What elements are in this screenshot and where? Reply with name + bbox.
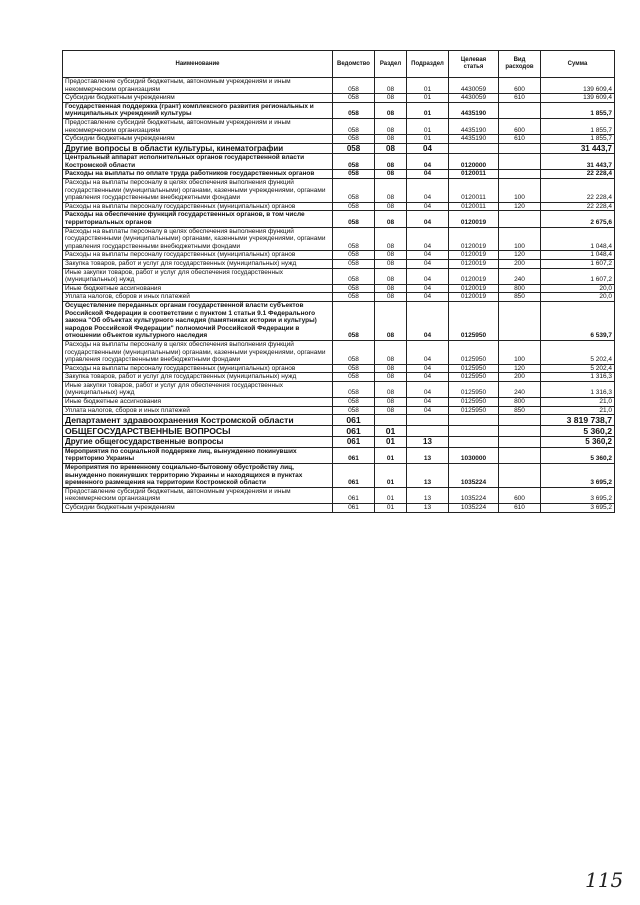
- cell-expense-type: 200: [499, 259, 541, 268]
- cell-subsection: 04: [407, 340, 449, 364]
- budget-table: [62, 50, 615, 513]
- cell-section: 01: [375, 447, 407, 463]
- cell-department: 061: [333, 463, 375, 487]
- table-row: [63, 170, 615, 179]
- cell-name: ОБЩЕГОСУДАРСТВЕННЫЕ ВОПРОСЫ: [63, 426, 333, 437]
- cell-target-article: 0125950: [449, 381, 499, 397]
- cell-section: 08: [375, 94, 407, 103]
- table-row: [63, 251, 615, 260]
- cell-subsection: 13: [407, 487, 449, 503]
- cell-section: 08: [375, 398, 407, 407]
- table-row: [63, 426, 615, 437]
- cell-name: Мероприятия по временному социально-бытовому обустройству лиц, вынужденно покинувших территорию Украины и находящихся в пунктах временного размещения на территории Костромской области: [63, 463, 333, 487]
- cell-target-article: 0120011: [449, 179, 499, 203]
- cell-expense-type: 120: [499, 364, 541, 373]
- cell-amount: 22 228,4: [541, 202, 615, 211]
- cell-expense-type: [499, 415, 541, 426]
- cell-department: 058: [333, 268, 375, 284]
- cell-subsection: 04: [407, 373, 449, 382]
- cell-amount: 1 316,3: [541, 373, 615, 382]
- cell-amount: 2 675,6: [541, 211, 615, 227]
- cell-name: Расходы на выплаты персоналу в целях обеспечения выполнения функций государственными (муниципальными) органами, казенными учреждениями, органами управления государственными внебюджетными фондами: [63, 179, 333, 203]
- cell-target-article: 4430059: [449, 78, 499, 94]
- cell-name: Расходы на выплаты персоналу в целях обеспечения выполнения функций государственными (муниципальными) органами, казенными учреждениями, органами управления государственными внебюджетными фондами: [63, 340, 333, 364]
- col-header-target-article: Целевая статья: [449, 51, 499, 78]
- cell-department: 058: [333, 118, 375, 134]
- table-body: [63, 78, 615, 513]
- cell-expense-type: [499, 211, 541, 227]
- cell-department: 058: [333, 170, 375, 179]
- cell-subsection: 04: [407, 227, 449, 251]
- cell-name: Расходы на выплаты по оплате труда работников государственных органов: [63, 170, 333, 179]
- cell-target-article: 0125950: [449, 406, 499, 415]
- cell-subsection: 04: [407, 284, 449, 293]
- page-number: 115: [585, 868, 624, 892]
- cell-section: 08: [375, 179, 407, 203]
- col-header-department: Ведомство: [333, 51, 375, 78]
- cell-department: 061: [333, 487, 375, 503]
- cell-expense-type: 850: [499, 406, 541, 415]
- cell-department: 058: [333, 143, 375, 154]
- cell-expense-type: [499, 463, 541, 487]
- cell-expense-type: 240: [499, 381, 541, 397]
- cell-department: 058: [333, 293, 375, 302]
- cell-section: 01: [375, 487, 407, 503]
- cell-section: 08: [375, 251, 407, 260]
- cell-section: 08: [375, 381, 407, 397]
- cell-target-article: [449, 415, 499, 426]
- cell-expense-type: 120: [499, 202, 541, 211]
- cell-name: Осуществление переданных органам государственной власти субъектов Российской Федерации в соответствии с пунктом 1 статьи 9.1 Федерального закона "Об объектах культурного наследия (памятниках истории и культуры) народов Российской Федерации" полномочий Российской Федерации в отношении объектов культурного наследия: [63, 301, 333, 340]
- table-row: [63, 143, 615, 154]
- cell-name: Государственная поддержка (грант) комплексного развития региональных и муниципальных учреждений культуры: [63, 102, 333, 118]
- cell-target-article: 1030000: [449, 447, 499, 463]
- cell-department: 061: [333, 437, 375, 448]
- cell-target-article: 1035224: [449, 463, 499, 487]
- cell-section: 08: [375, 227, 407, 251]
- cell-department: 058: [333, 406, 375, 415]
- cell-department: 061: [333, 426, 375, 437]
- cell-expense-type: [499, 143, 541, 154]
- cell-expense-type: 100: [499, 340, 541, 364]
- cell-section: 01: [375, 463, 407, 487]
- cell-target-article: 4435190: [449, 135, 499, 144]
- cell-subsection: [407, 415, 449, 426]
- cell-amount: 1 048,4: [541, 251, 615, 260]
- cell-target-article: 0125950: [449, 373, 499, 382]
- cell-department: 058: [333, 78, 375, 94]
- cell-name: Предоставление субсидий бюджетным, автономным учреждениям и иным некоммерческим организациям: [63, 487, 333, 503]
- cell-subsection: 04: [407, 268, 449, 284]
- cell-department: 058: [333, 102, 375, 118]
- cell-target-article: 1035224: [449, 487, 499, 503]
- cell-target-article: 4435190: [449, 102, 499, 118]
- cell-amount: 3 695,2: [541, 503, 615, 512]
- cell-subsection: 04: [407, 259, 449, 268]
- cell-section: 01: [375, 503, 407, 512]
- cell-section: 08: [375, 406, 407, 415]
- cell-department: 058: [333, 202, 375, 211]
- cell-name: Предоставление субсидий бюджетным, автономным учреждениям и иным некоммерческим организациям: [63, 78, 333, 94]
- cell-expense-type: [499, 170, 541, 179]
- cell-subsection: 04: [407, 202, 449, 211]
- cell-subsection: 13: [407, 437, 449, 448]
- cell-department: 058: [333, 251, 375, 260]
- cell-name: Департамент здравоохранения Костромской области: [63, 415, 333, 426]
- cell-expense-type: [499, 102, 541, 118]
- cell-section: 08: [375, 301, 407, 340]
- cell-department: 058: [333, 364, 375, 373]
- cell-expense-type: [499, 301, 541, 340]
- cell-subsection: 04: [407, 251, 449, 260]
- table-row: [63, 437, 615, 448]
- cell-name: Расходы на выплаты персоналу государственных (муниципальных) органов: [63, 364, 333, 373]
- col-header-expense-type: Вид расходов: [499, 51, 541, 78]
- cell-department: 058: [333, 227, 375, 251]
- cell-department: 058: [333, 301, 375, 340]
- cell-name: Предоставление субсидий бюджетным, автономным учреждениям и иным некоммерческим организациям: [63, 118, 333, 134]
- cell-section: 01: [375, 426, 407, 437]
- table-row: [63, 381, 615, 397]
- table-row: [63, 135, 615, 144]
- table-row: [63, 373, 615, 382]
- cell-amount: 21,0: [541, 398, 615, 407]
- cell-name: Другие вопросы в области культуры, кинематографии: [63, 143, 333, 154]
- table-row: [63, 293, 615, 302]
- table-row: [63, 202, 615, 211]
- cell-subsection: 13: [407, 463, 449, 487]
- cell-expense-type: [499, 437, 541, 448]
- cell-amount: 22 228,4: [541, 179, 615, 203]
- cell-name: Иные закупки товаров, работ и услуг для обеспечения государственных (муниципальных) нужд: [63, 268, 333, 284]
- cell-expense-type: [499, 154, 541, 170]
- cell-amount: 1 855,7: [541, 102, 615, 118]
- cell-amount: 3 819 738,7: [541, 415, 615, 426]
- cell-expense-type: [499, 426, 541, 437]
- col-header-name: Наименование: [63, 51, 333, 78]
- cell-department: 058: [333, 135, 375, 144]
- cell-name: Субсидии бюджетным учреждениям: [63, 135, 333, 144]
- cell-subsection: 04: [407, 381, 449, 397]
- cell-target-article: 0125950: [449, 301, 499, 340]
- cell-amount: 20,0: [541, 284, 615, 293]
- cell-department: 061: [333, 447, 375, 463]
- cell-target-article: 0125950: [449, 364, 499, 373]
- cell-section: 08: [375, 78, 407, 94]
- cell-amount: 20,0: [541, 293, 615, 302]
- cell-department: 058: [333, 284, 375, 293]
- cell-department: 058: [333, 373, 375, 382]
- table-row: [63, 503, 615, 512]
- cell-amount: 5 360,2: [541, 437, 615, 448]
- table-row: [63, 154, 615, 170]
- cell-name: Расходы на выплаты персоналу государственных (муниципальных) органов: [63, 202, 333, 211]
- table-row: [63, 463, 615, 487]
- cell-name: Центральный аппарат исполнительных органов государственной власти Костромской области: [63, 154, 333, 170]
- cell-expense-type: 100: [499, 227, 541, 251]
- cell-amount: 5 202,4: [541, 340, 615, 364]
- cell-amount: 6 539,7: [541, 301, 615, 340]
- table-row: [63, 487, 615, 503]
- cell-target-article: 0120000: [449, 154, 499, 170]
- cell-expense-type: 800: [499, 398, 541, 407]
- cell-target-article: [449, 143, 499, 154]
- cell-target-article: 0120011: [449, 202, 499, 211]
- table-header-row: [63, 51, 615, 78]
- cell-subsection: 04: [407, 364, 449, 373]
- cell-amount: 3 695,2: [541, 487, 615, 503]
- table-row: [63, 179, 615, 203]
- cell-amount: 1 855,7: [541, 118, 615, 134]
- cell-subsection: 04: [407, 301, 449, 340]
- cell-name: Расходы на выплаты персоналу государственных (муниципальных) органов: [63, 251, 333, 260]
- table-row: [63, 268, 615, 284]
- cell-department: 061: [333, 503, 375, 512]
- cell-section: 08: [375, 364, 407, 373]
- cell-name: Другие общегосударственные вопросы: [63, 437, 333, 448]
- cell-expense-type: 100: [499, 179, 541, 203]
- table-row: [63, 102, 615, 118]
- cell-subsection: 04: [407, 170, 449, 179]
- cell-section: 08: [375, 143, 407, 154]
- cell-name: Уплата налогов, сборов и иных платежей: [63, 406, 333, 415]
- cell-amount: 1 607,2: [541, 268, 615, 284]
- table-row: [63, 284, 615, 293]
- cell-name: Закупка товаров, работ и услуг для государственных (муниципальных) нужд: [63, 373, 333, 382]
- cell-expense-type: 600: [499, 118, 541, 134]
- cell-target-article: [449, 437, 499, 448]
- cell-amount: 31 443,7: [541, 143, 615, 154]
- cell-target-article: 0120019: [449, 284, 499, 293]
- cell-amount: 139 609,4: [541, 78, 615, 94]
- cell-subsection: 04: [407, 143, 449, 154]
- cell-amount: 22 228,4: [541, 170, 615, 179]
- cell-subsection: [407, 426, 449, 437]
- cell-amount: 3 695,2: [541, 463, 615, 487]
- table-row: [63, 364, 615, 373]
- cell-subsection: 13: [407, 503, 449, 512]
- cell-name: Уплата налогов, сборов и иных платежей: [63, 293, 333, 302]
- cell-department: 058: [333, 381, 375, 397]
- table-row: [63, 227, 615, 251]
- cell-name: Субсидии бюджетным учреждениям: [63, 94, 333, 103]
- cell-expense-type: 850: [499, 293, 541, 302]
- cell-target-article: 1035224: [449, 503, 499, 512]
- cell-section: 08: [375, 102, 407, 118]
- cell-name: Иные бюджетные ассигнования: [63, 398, 333, 407]
- cell-expense-type: [499, 447, 541, 463]
- cell-subsection: 04: [407, 293, 449, 302]
- cell-name: Субсидии бюджетным учреждениям: [63, 503, 333, 512]
- cell-subsection: 04: [407, 179, 449, 203]
- cell-expense-type: 120: [499, 251, 541, 260]
- cell-target-article: 4435190: [449, 118, 499, 134]
- cell-department: 058: [333, 340, 375, 364]
- cell-section: 08: [375, 154, 407, 170]
- cell-expense-type: 600: [499, 487, 541, 503]
- cell-target-article: 0125950: [449, 340, 499, 364]
- cell-subsection: 01: [407, 78, 449, 94]
- budget-table-container: [62, 50, 614, 513]
- col-header-subsection: Подраздел: [407, 51, 449, 78]
- cell-amount: 5 360,2: [541, 426, 615, 437]
- cell-amount: 21,0: [541, 406, 615, 415]
- cell-name: Мероприятия по социальной поддержке лиц, вынужденно покинувших территорию Украины: [63, 447, 333, 463]
- cell-amount: 5 360,2: [541, 447, 615, 463]
- cell-subsection: 01: [407, 102, 449, 118]
- cell-target-article: 0120019: [449, 251, 499, 260]
- cell-section: 08: [375, 268, 407, 284]
- cell-department: 058: [333, 179, 375, 203]
- cell-amount: 139 609,4: [541, 94, 615, 103]
- table-row: [63, 211, 615, 227]
- cell-expense-type: 600: [499, 78, 541, 94]
- table-row: [63, 259, 615, 268]
- cell-target-article: [449, 426, 499, 437]
- table-row: [63, 406, 615, 415]
- cell-section: 08: [375, 373, 407, 382]
- cell-target-article: 0120019: [449, 227, 499, 251]
- cell-section: 08: [375, 118, 407, 134]
- cell-amount: 31 443,7: [541, 154, 615, 170]
- col-header-amount: Сумма: [541, 51, 615, 78]
- cell-amount: 1 607,2: [541, 259, 615, 268]
- cell-section: 08: [375, 293, 407, 302]
- cell-target-article: 0120011: [449, 170, 499, 179]
- cell-department: 058: [333, 259, 375, 268]
- cell-subsection: 04: [407, 398, 449, 407]
- cell-name: Расходы на выплаты персоналу в целях обеспечения выполнения функций государственными (муниципальными) органами, казенными учреждениями, органами управления государственными внебюджетными фондами: [63, 227, 333, 251]
- cell-section: 08: [375, 259, 407, 268]
- cell-department: 058: [333, 94, 375, 103]
- cell-expense-type: 610: [499, 94, 541, 103]
- cell-subsection: 01: [407, 118, 449, 134]
- cell-name: Расходы на обеспечение функций государственных органов, в том числе территориальных органов: [63, 211, 333, 227]
- table-row: [63, 398, 615, 407]
- cell-section: 01: [375, 437, 407, 448]
- cell-amount: 1 316,3: [541, 381, 615, 397]
- cell-section: 08: [375, 284, 407, 293]
- table-row: [63, 118, 615, 134]
- cell-target-article: 0120019: [449, 211, 499, 227]
- col-header-section: Раздел: [375, 51, 407, 78]
- cell-expense-type: 610: [499, 135, 541, 144]
- cell-name: Иные закупки товаров, работ и услуг для обеспечения государственных (муниципальных) нужд: [63, 381, 333, 397]
- cell-section: [375, 415, 407, 426]
- cell-amount: 5 202,4: [541, 364, 615, 373]
- cell-subsection: 01: [407, 94, 449, 103]
- cell-name: Закупка товаров, работ и услуг для государственных (муниципальных) нужд: [63, 259, 333, 268]
- cell-section: 08: [375, 202, 407, 211]
- cell-expense-type: 800: [499, 284, 541, 293]
- cell-name: Иные бюджетные ассигнования: [63, 284, 333, 293]
- cell-subsection: 01: [407, 135, 449, 144]
- cell-department: 058: [333, 154, 375, 170]
- cell-section: 08: [375, 135, 407, 144]
- cell-target-article: 0125950: [449, 398, 499, 407]
- table-row: [63, 340, 615, 364]
- cell-department: 061: [333, 415, 375, 426]
- cell-subsection: 13: [407, 447, 449, 463]
- cell-subsection: 04: [407, 211, 449, 227]
- cell-expense-type: 200: [499, 373, 541, 382]
- cell-expense-type: 240: [499, 268, 541, 284]
- cell-target-article: 0120019: [449, 268, 499, 284]
- cell-section: 08: [375, 170, 407, 179]
- cell-amount: 1 048,4: [541, 227, 615, 251]
- cell-target-article: 0120019: [449, 293, 499, 302]
- cell-target-article: 0120019: [449, 259, 499, 268]
- cell-department: 058: [333, 211, 375, 227]
- cell-section: 08: [375, 340, 407, 364]
- cell-subsection: 04: [407, 406, 449, 415]
- cell-department: 058: [333, 398, 375, 407]
- cell-expense-type: 610: [499, 503, 541, 512]
- cell-amount: 1 855,7: [541, 135, 615, 144]
- table-row: [63, 94, 615, 103]
- cell-section: 08: [375, 211, 407, 227]
- table-row: [63, 415, 615, 426]
- table-row: [63, 447, 615, 463]
- cell-subsection: 04: [407, 154, 449, 170]
- cell-target-article: 4430059: [449, 94, 499, 103]
- table-row: [63, 78, 615, 94]
- table-row: [63, 301, 615, 340]
